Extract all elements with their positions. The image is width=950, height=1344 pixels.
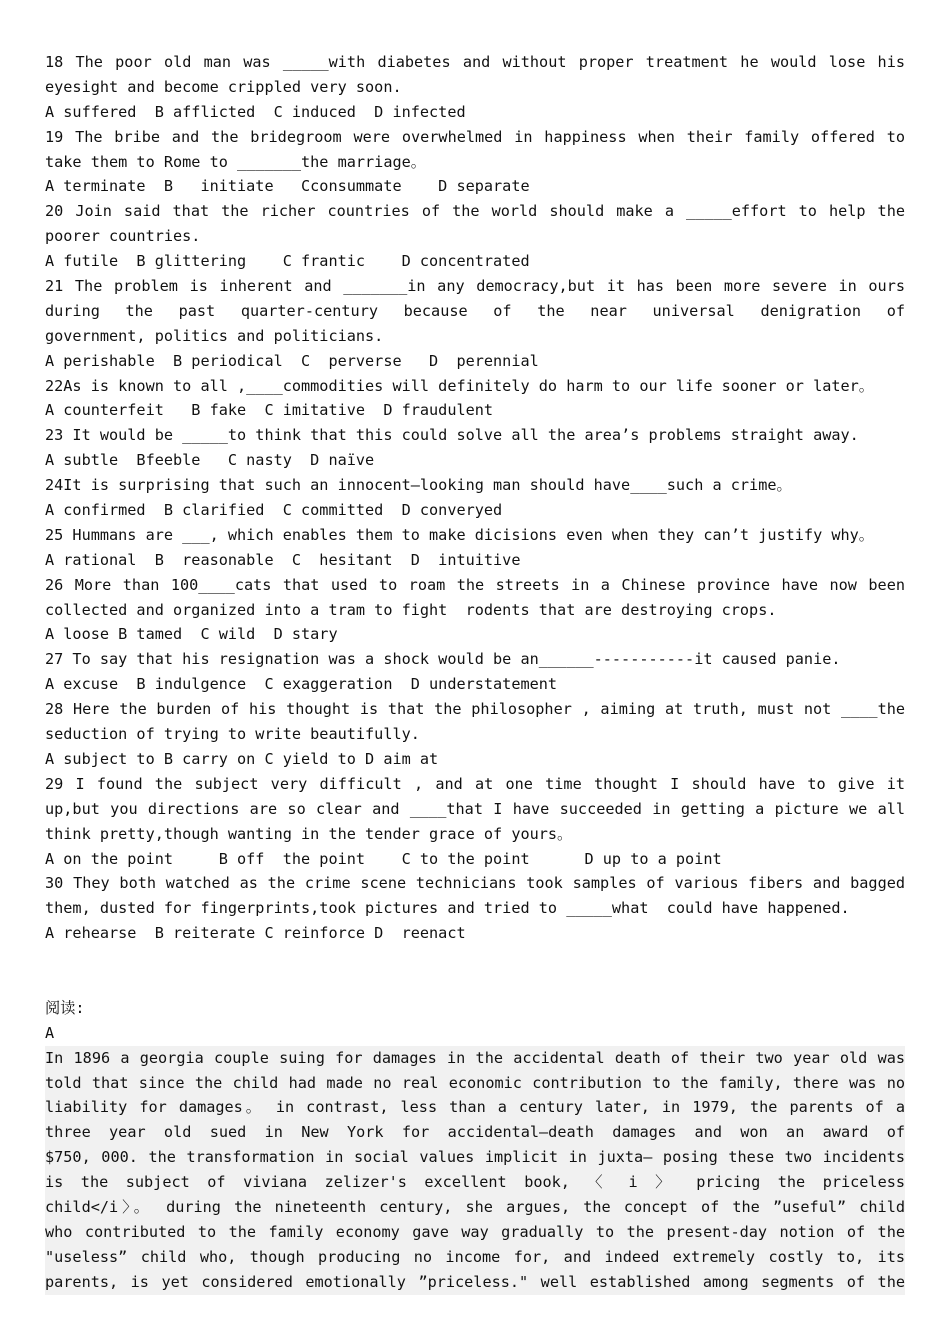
answer-options: A subtle Bfeeble C nasty D naïve <box>45 451 375 470</box>
passage-line: told that since the child had made no real economic contribution to the family, there was no <box>45 1073 905 1092</box>
question-18 <box>45 50 905 125</box>
passage-line: In 1896 a georgia couple suing for damages in the accidental death of their two year old was <box>45 1048 905 1067</box>
question-stem-line: 19 The bribe and the bridegroom were overwhelmed in happiness when their family offered to <box>45 127 905 146</box>
answer-options: A counterfeit B fake C imitative D fraudulent <box>45 401 494 420</box>
answer-options: A excuse B indulgence C exaggeration D understatement <box>45 675 558 694</box>
question-26 <box>45 573 905 648</box>
question-stem-line: 21 The problem is inherent and _______in any democracy,but it has been more severe in ours <box>45 277 905 296</box>
question-stem-line: them, dusted for fingerprints,took pictures and tried to _____what could have happened. <box>45 899 850 918</box>
question-19 <box>45 125 905 200</box>
reading-heading: 阅读: <box>45 998 85 1017</box>
question-23 <box>45 423 905 473</box>
question-stem-line: 28 Here the burden of his thought is that the philosopher , aiming at truth, must not ____the <box>45 700 905 719</box>
passage-line: "useless” child who, though producing no income for, and indeed extremely costly to, its <box>45 1247 905 1266</box>
question-stem-line: seduction of trying to write beautifully. <box>45 725 420 744</box>
question-stem-line: 23 It would be _____to think that this could solve all the area’s problems straight away. <box>45 426 859 445</box>
passage-line: $750, 000. the transformation in social values implicit in juxta— posing these two incidents <box>45 1148 905 1167</box>
answer-options: A suffered B afflicted C induced D infected <box>45 102 466 121</box>
passage-line: child</i〉。 during the nineteenth century, she argues, the concept of the ”useful” child <box>45 1197 905 1216</box>
passage-line: who contributed to the family economy gave way gradually to the present-day notion of the <box>45 1222 905 1241</box>
passage-label: A <box>45 1023 55 1042</box>
answer-options: A terminate B initiate Cconsummate D separate <box>45 177 530 196</box>
question-25 <box>45 523 905 573</box>
question-stem-line: collected and organized into a tram to fight rodents that are destroying crops. <box>45 600 777 619</box>
question-stem-line: government, politics and politicians. <box>45 326 384 345</box>
question-stem-line: 22As is known to all ,____commodities will definitely do harm to our life sooner or later。 <box>45 376 874 395</box>
answer-options: A rehearse B reiterate C reinforce D reenact <box>45 924 466 943</box>
question-stem-line: think pretty,though wanting in the tender grace of yours。 <box>45 824 573 843</box>
question-stem-line: 26 More than 100____cats that used to roam the streets in a Chinese province have now been <box>45 575 905 594</box>
answer-options: A subject to B carry on C yield to D aim at <box>45 749 439 768</box>
question-27 <box>45 647 905 697</box>
question-21 <box>45 274 905 374</box>
answer-options: A perishable B periodical C perverse D perennial <box>45 351 539 370</box>
question-29 <box>45 772 905 872</box>
question-stem-line: 29 I found the subject very difficult , and at one time thought I should have to give it <box>45 774 905 793</box>
answer-options: A on the point B off the point C to the point D up to a point <box>45 849 722 868</box>
question-30 <box>45 871 905 946</box>
question-stem-line: 30 They both watched as the crime scene technicians took samples of various fibers and bagged <box>45 874 905 893</box>
passage-line: liability for damages。 in contrast, less than a century later, in 1979, the parents of a <box>45 1098 905 1117</box>
answer-options: A futile B glittering C frantic D concentrated <box>45 252 530 271</box>
question-stem-line: during the past quarter-century because of the near universal denigration of <box>45 301 905 320</box>
question-stem-line: 18 The poor old man was _____with diabetes and without proper treatment he would lose his <box>45 53 905 71</box>
passage-line: parents, is yet considered emotionally ”priceless." well established among segments of the <box>45 1272 905 1291</box>
answer-options: A confirmed B clarified C committed D converyed <box>45 501 503 520</box>
question-24 <box>45 473 905 523</box>
question-stem-line: 25 Hummans are ___, which enables them to make dicisions even when they can’t justify why。 <box>45 525 874 544</box>
reading-passage <box>45 1046 905 1295</box>
section-spacer <box>45 946 905 996</box>
answer-options: A rational B reasonable C hesitant D intuitive <box>45 550 521 569</box>
reading-section <box>45 996 905 1295</box>
question-stem-line: poorer countries. <box>45 227 201 246</box>
question-stem-line: 20 Join said that the richer countries of the world should make a _____effort to help the <box>45 202 905 221</box>
document-page <box>45 50 905 1295</box>
question-28 <box>45 697 905 772</box>
passage-line: three year old sued in New York for accidental—death damages and won an award of <box>45 1123 905 1142</box>
vocabulary-questions <box>45 50 905 946</box>
question-stem-line: 27 To say that his resignation was a shock would be an______-----------it caused panie. <box>45 650 841 669</box>
question-stem-line: up,but you directions are so clear and ____that I have succeeded in getting a picture we all <box>45 799 905 818</box>
answer-options: A loose B tamed C wild D stary <box>45 625 338 644</box>
question-stem-line: eyesight and become crippled very soon. <box>45 77 402 96</box>
question-20 <box>45 199 905 274</box>
question-stem-line: 24It is surprising that such an innocent—looking man should have____such a crime。 <box>45 476 792 495</box>
question-22 <box>45 374 905 424</box>
question-stem-line: take them to Rome to _______the marriage。 <box>45 152 426 171</box>
passage-line: is the subject of viviana zelizer's excellent book, 〈 i 〉 pricing the priceless <box>45 1173 905 1192</box>
